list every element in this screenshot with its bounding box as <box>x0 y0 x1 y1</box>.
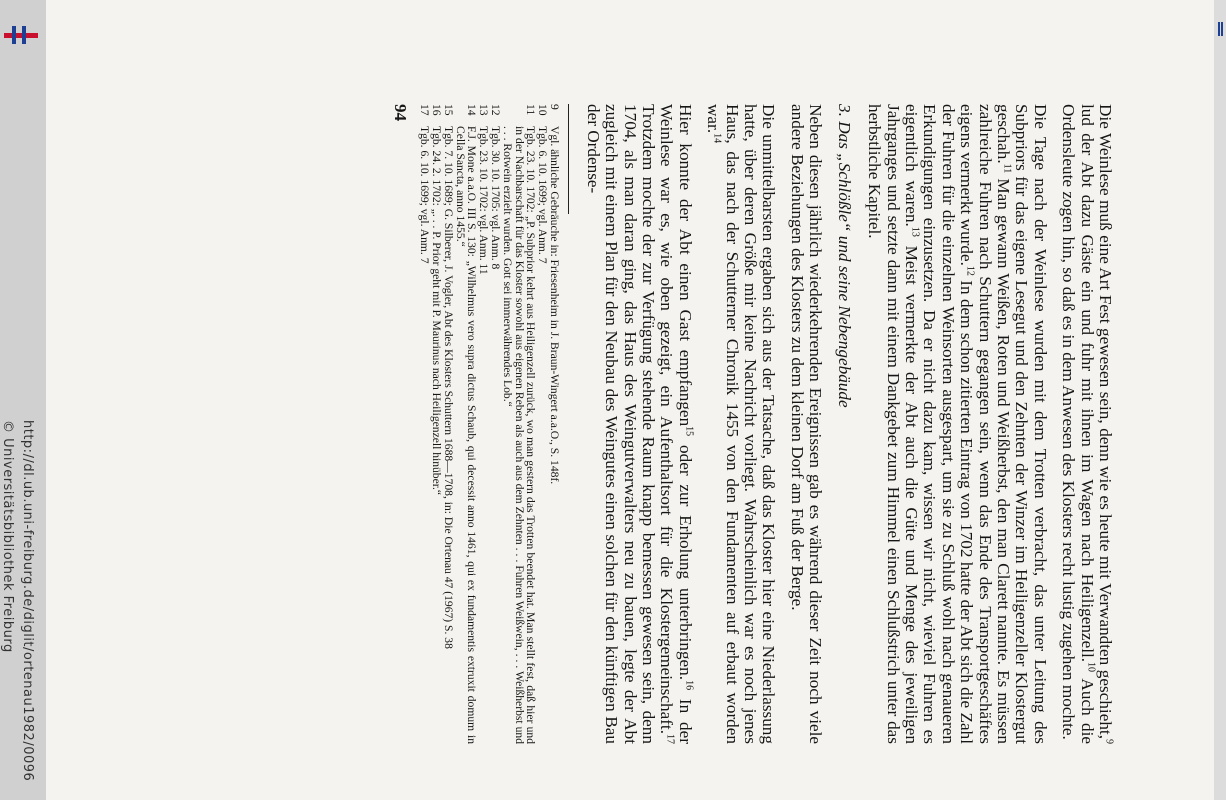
footnote-text: Tgb. 6. 10. 1699; vgl. Anm. 7 <box>536 126 550 264</box>
page-number: 94 <box>391 104 411 121</box>
footnote <box>430 104 442 744</box>
footnote-number: 17 <box>418 104 432 116</box>
body-paragraph <box>865 104 1049 744</box>
ub-freiburg-mark-icon <box>1218 22 1224 36</box>
footnote-number: 14 <box>465 104 479 116</box>
logo-bar-blue-right <box>22 26 26 44</box>
footnote-number: 15 <box>441 104 455 116</box>
logo-bar-blue-left <box>12 26 16 44</box>
viewer-left-margin <box>0 0 46 800</box>
footnote <box>442 104 454 744</box>
paragraph-text: Die Weinlese muß eine Art Fest gewesen sein, denn wie es heute mit Verwandten geschieht, <box>1096 104 1115 739</box>
footnote <box>454 104 478 744</box>
footnote-text: Tgb. 30. 10. 1705: vgl. Anm. 8 <box>488 126 502 270</box>
footnote-text: Tgb. 23. 10. 1702: vgl. Anm. 11 <box>477 126 491 275</box>
paragraph-text: Die unmittelbarsten ergaben sich aus der Tatsache, daß das Kloster hier eine Niederlassung hatte, über deren Größe mir keine Nachricht vorliegt. Wahrscheinlich war es noch jenes Haus, das nach der Schutterner Chronik 1455 von den Fundamenten auf erbaut worden war. <box>704 104 779 744</box>
footnote-text: Tgb. 6. 10. 1699; vgl. Anm. 7 <box>418 126 432 264</box>
credit-url[interactable]: http://dl.ub.uni-freiburg.de/diglit/ortenau1982/0096 <box>20 420 35 782</box>
footnote-text: Vgl. ähnliche Gebräuche in: Friesenheim in J. Braun-Wingert a.a.O., S. 148f. <box>547 126 561 485</box>
paragraph-text: Die Tage nach der Weinlese wurden mit dem Trotten verbracht, das unter Leitung des Subpriors für das eigene Lesegut und den Zehnten der Winzer im Heiligenzeller Klostergut geschah. <box>993 104 1050 744</box>
viewer-right-margin <box>1214 0 1226 800</box>
paragraph-text: Meist vermerkte der Abt auch die Güte und Menge des jeweiligen Jahrganges und setzte dann mit einem Dankgebet zum Himmel einen Schlußstrich unter das herbstliche Kapitel. <box>865 104 921 744</box>
footnote-reference[interactable]: 10 <box>1085 662 1097 673</box>
footnote <box>536 104 548 744</box>
paragraph-text: Hier konnte der Abt einen Gast empfangen <box>675 104 695 427</box>
footnote-text: F.J. Mone a.a.O. III S. 130: „Wilhelmus vero supra dictus Schaub, qui decessit anno 1461, qui ex fundamentis extruxit domum in Cella Sancta, anno 1455.“ <box>453 126 479 744</box>
library-credit <box>0 420 37 800</box>
page-text-rotated <box>114 104 1114 744</box>
footnote-number: 12 <box>488 104 502 116</box>
body-paragraph <box>1059 104 1114 744</box>
footnote-number: 11 <box>524 104 538 116</box>
footnote-reference[interactable]: 15 <box>683 426 695 437</box>
footnote-text: Tgb. 24. 2. 1702: „. . . P. Prior geht mit P. Maurinus nach Heiligenzell hinüber.“ <box>429 126 443 496</box>
footnote-reference[interactable]: 12 <box>964 265 976 276</box>
credit-owner: © Universitätsbibliothek Freiburg <box>0 420 15 653</box>
paragraph-text: Trotzdem mochte der zur Verfügung stehende Raum knapp bemessen gewesen sein, denn 1704, als man daran ging, das Haus des Weingutverwalters neu zu bauen, legte der Abt zugleich mit einem Plan für den Neubau des Weingutes einen solchen für den künftigen Bau der Ordense- <box>583 104 659 744</box>
footnote-reference[interactable]: 13 <box>909 226 921 237</box>
paragraph-text: Auch die Ordensleute zogen hin, so daß es in dem Anwesen des Klosters recht lustig zugehen mochte. <box>1059 104 1097 744</box>
logo-bar-red <box>4 33 38 38</box>
body-paragraph <box>583 104 693 744</box>
footnote-number: 16 <box>429 104 443 116</box>
body-paragraph <box>788 104 825 744</box>
footnote-rule <box>568 104 570 214</box>
footnote-reference[interactable]: 17 <box>665 734 677 744</box>
footnote-number: 10 <box>536 104 550 116</box>
footnote <box>489 104 501 744</box>
footnote-text: Tgb. 7. 10. 1689; G. Silberer, J. Vogler, Abt des Klosters Schuttern 1688—1708, in: Die Ortenau 47 (1967) S. 38 <box>441 126 455 649</box>
paragraph-text: In der Weinlese war es, wie oben gezeigt, ein Aufenthaltsort für die Klostergemeinschaft. <box>657 104 695 744</box>
paragraph-text: lud der Abt dazu Gäste ein und fuhr mit ihnen im Wagen nach Heiligenzell. <box>1077 104 1097 663</box>
footnotes <box>418 104 560 744</box>
footnote-number: 13 <box>477 104 491 116</box>
footnote-reference[interactable]: 16 <box>683 680 695 691</box>
footnote <box>501 104 536 744</box>
paragraph-text: Neben diesen jährlich wiederkehrenden Ereignissen gab es während dieser Zeit noch viele andere Beziehungen des Klosters zu dem kleinen Dorf am Fuß der Berge. <box>787 104 826 744</box>
footnote-text: Tgb. 23. 10. 1702: „P. Subprior kehrt aus Heiligenzell zurück, wo man gestern das Trotten beendet hat. Man stellt fest, daß hier und in der Nachbarschaft für das Kloster sowohl aus eigenen Reben als auch aus dem Zehnten . . . Fuhren Weißwein, . . . Weißherbst und . . . Rotwein erzielt wurden. Gott sei immerwährendes Lob.“ <box>500 126 538 744</box>
footnote-reference[interactable]: 11 <box>1001 163 1013 174</box>
footnote-number: 9 <box>547 104 561 110</box>
section-heading: 3. Das „Schlößle“ und seine Nebengebäude <box>834 104 854 408</box>
ub-freiburg-logo-icon <box>4 24 38 46</box>
footnote <box>418 104 430 744</box>
body-text-section-1 <box>865 104 1114 744</box>
paragraph-text: oder zur Erholung unterbringen. <box>675 436 695 681</box>
paragraph-text: In dem schon zitierten Eintrag von 1702 hatte der Abt sich die Zahl der Fuhren für die einzelnen Weinsorten ausgespart, um sie zu Schluß wohl nach genaueren Erkundigungen einzusetzen. Da er nicht dazu kam, wissen wir nicht, wieviel Fuhren es eigentlich waren. <box>901 104 977 744</box>
footnote-reference[interactable]: 9 <box>1103 739 1115 744</box>
body-paragraph <box>704 104 778 744</box>
paragraph-text: Man gewann Weißen, Roten und Weißherbst, den man Clarett nannte. Es müssen zahlreiche Fuhren nach Schuttern gegangen sein, wenn das Ende des Transportgeschäftes eigens vermerkt wurde. <box>957 104 1013 744</box>
footnote <box>548 104 560 744</box>
footnote <box>477 104 489 744</box>
footnote-reference[interactable]: 14 <box>712 133 724 144</box>
body-text-section-2 <box>583 104 824 744</box>
